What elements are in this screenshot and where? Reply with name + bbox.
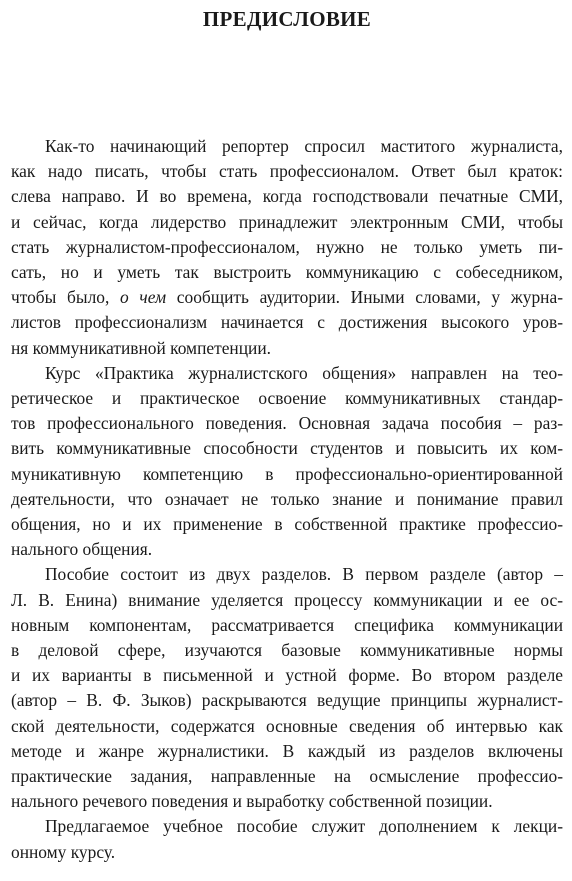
text-line: сать, но и уметь так выстроить коммуникацию с собеседником, (11, 262, 563, 283)
text-line: и их варианты в письменной и устной форме. Во втором разделе (11, 665, 563, 686)
text-line: слева направо. И во времена, когда господствовали печатные СМИ, (11, 186, 563, 207)
text-line: в деловой сфере, изучаются базовые коммуникативные нормы (11, 640, 563, 661)
text-line: общения, но и их применение в собственной практике профессио- (11, 514, 563, 535)
text-line: тов профессионального поведения. Основная задача пособия – раз- (11, 413, 563, 434)
text-line: стать журналистом-профессионалом, нужно не только уметь пи- (11, 236, 563, 257)
preface-text (11, 134, 563, 865)
page-title: ПРЕДИСЛОВИЕ (202, 7, 372, 31)
text-line: ня коммуникативной компетенции. (11, 337, 271, 358)
italic-phrase: о чем (120, 287, 167, 308)
text-segment: сообщить аудитории. Иными словами, у журна- (166, 287, 563, 308)
text-line: (автор – В. Ф. Зыков) раскрываются ведущие принципы журналист- (11, 690, 563, 711)
text-line: Как-то начинающий репортер спросил маститого журналиста, (45, 136, 563, 156)
text-line: методе и жанре журналистики. В каждый из разделов включены (11, 740, 563, 761)
text-line: как надо писать, чтобы стать профессионалом. Ответ был краток: (11, 161, 563, 182)
text-line: вить коммуникативные способности студентов и повысить их ком- (11, 438, 563, 459)
text-line: Предлагаемое учебное пособие служит дополнением к лекци- (45, 816, 563, 837)
paragraph-1 (11, 134, 563, 361)
paragraph-3 (11, 562, 563, 814)
paragraph-2 (11, 361, 563, 563)
text-line: муникативную компетенцию в профессионально-ориентированной (11, 463, 563, 484)
text-line: Л. В. Енина) внимание уделяется процессу коммуникации и ее ос- (11, 589, 563, 610)
text-segment: чтобы было, (11, 287, 120, 308)
text-line: ской деятельности, содержатся основные сведения об интервью как (11, 715, 563, 736)
text-line: нального общения. (11, 539, 153, 560)
text-line: новным компонентам, рассматривается специфика коммуникации (11, 614, 563, 635)
text-line: нального речевого поведения и выработку собственной позиции. (11, 791, 493, 812)
text-line (11, 285, 563, 310)
text-line: Пособие состоит из двух разделов. В первом разделе (автор – (45, 564, 563, 585)
text-line: деятельности, что означает не только знание и понимание правил (11, 488, 563, 509)
text-line: практические задания, направленные на осмысление профессио- (11, 766, 563, 787)
paragraph-4 (11, 814, 563, 864)
text-line: и сейчас, когда лидерство принадлежит электронным СМИ, чтобы (11, 211, 563, 232)
text-line: Курс «Практика журналистского общения» направлен на тео- (45, 362, 563, 383)
text-line: онному курсу. (11, 841, 116, 862)
text-line: ретическое и практическое освоение коммуникативных стандар- (11, 388, 563, 409)
text-line: листов профессионализм начинается с достижения высокого уров- (11, 312, 563, 333)
